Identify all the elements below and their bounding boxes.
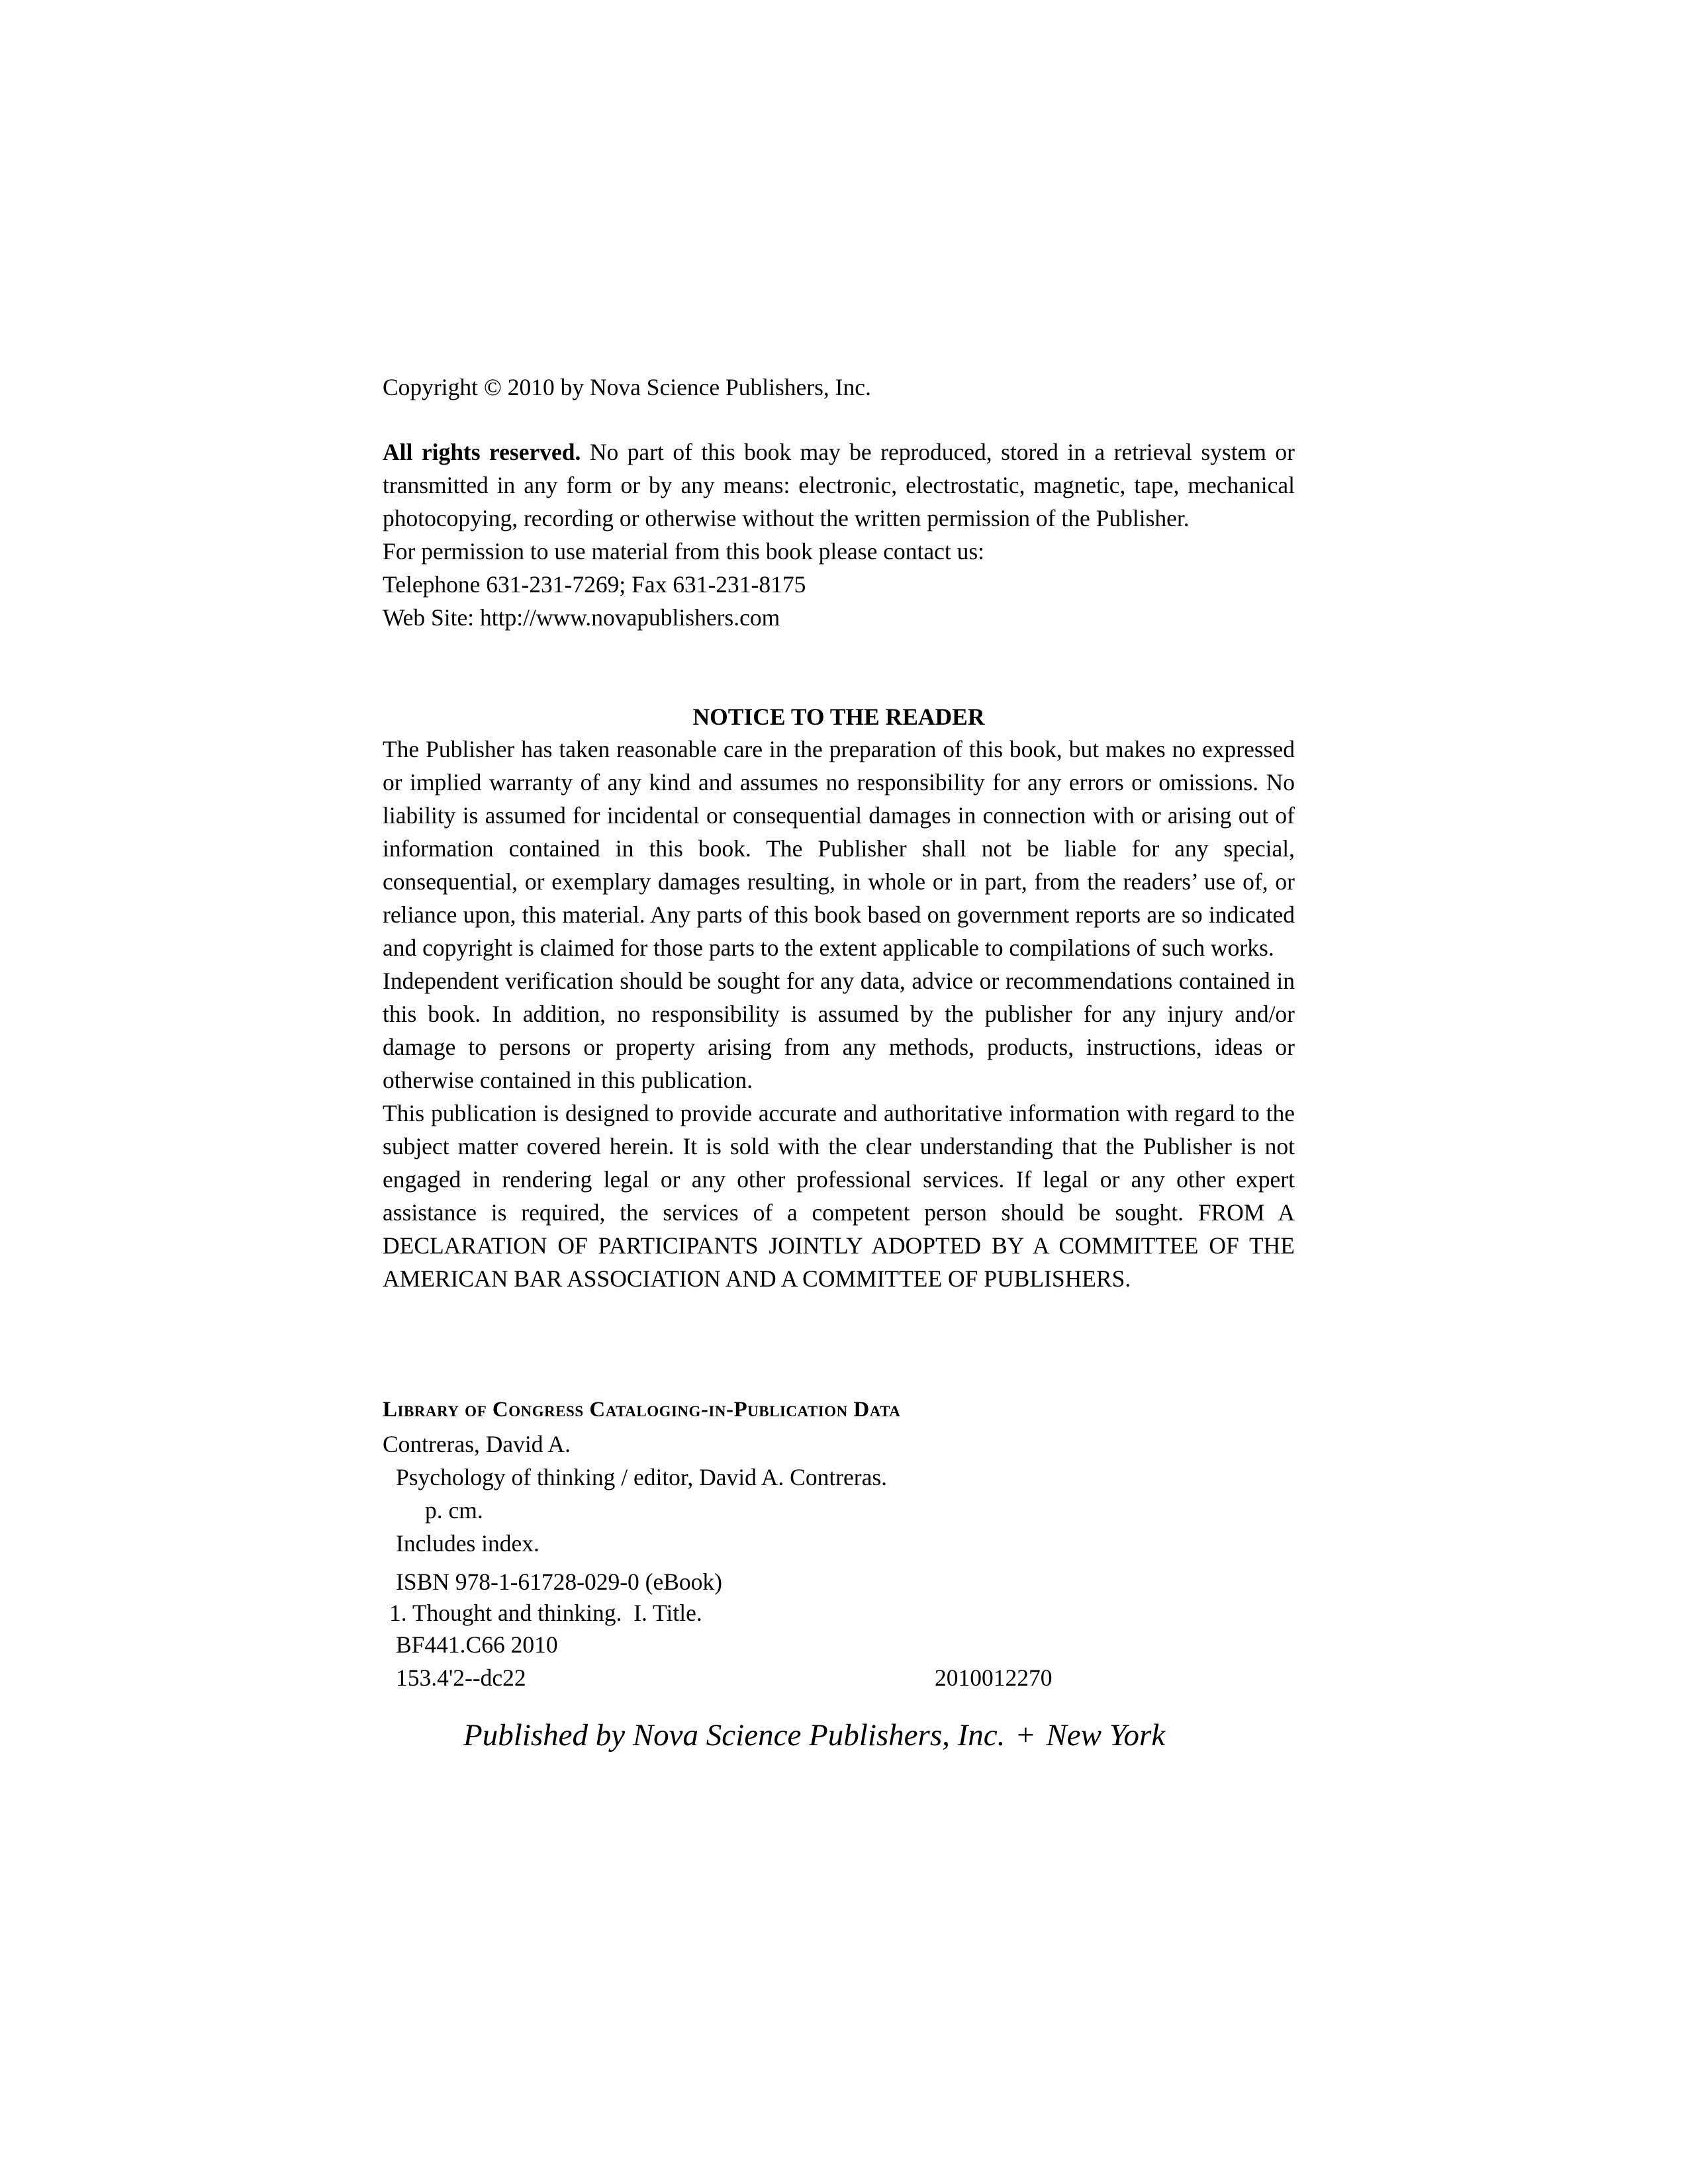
website-line: Web Site: http://www.novapublishers.com	[383, 604, 780, 631]
cip-isbn: ISBN 978-1-61728-029-0 (eBook)	[396, 1569, 722, 1595]
published-text: Published by Nova Science Publishers, Inc.	[463, 1718, 1006, 1752]
rights-paragraph	[383, 435, 1295, 535]
permission-line: For permission to use material from this book please contact us:	[383, 538, 985, 565]
cip-index: Includes index.	[396, 1530, 539, 1557]
cip-subjects: 1. Thought and thinking. I. Title.	[389, 1600, 702, 1626]
cip-title: Psychology of thinking / editor, David A. Contreras.	[396, 1464, 888, 1490]
plus-separator-icon: +	[1017, 1718, 1035, 1752]
rights-text: No part of this book may be reproduced, stored in a retrieval system or transmitted in any form or by any means: electronic, electrostatic, magnetic, tape, mechanical photocopying, recording or otherwise without the written permission of the Publisher.	[383, 439, 1295, 531]
notice-paragraph: The Publisher has taken reasonable care in the preparation of this book, but makes no expressed or implied warranty of any kind and assumes no responsibility for any errors or omissions. No liability is assumed for incidental or consequential damages in connection with or arising out of information contained in this book. The Publisher shall not be liable for any special, consequential, or exemplary damages resulting, in whole or in part, from the readers’ use of, or reliance upon, this material. Any parts of this book based on government reports are so indicated and copyright is claimed for those parts to the extent applicable to compilations of such works.	[383, 736, 1295, 961]
cip-heading: Library of Congress Cataloging-in-Publication Data	[383, 1398, 901, 1422]
telephone-line: Telephone 631-231-7269; Fax 631-231-8175	[383, 571, 806, 598]
notice-section	[383, 733, 1295, 1295]
cip-dewey: 153.4'2--dc22	[396, 1664, 526, 1691]
notice-heading: NOTICE TO THE READER	[692, 704, 985, 730]
cip-pcm: p. cm.	[425, 1497, 483, 1524]
cip-lccn: 2010012270	[935, 1664, 1053, 1691]
published-city: New York	[1046, 1718, 1166, 1752]
notice-paragraph: Independent verification should be sought for any data, advice or recommendations contained in this book. In addition, no responsibility is assumed by the publisher for any injury and/or damage to persons or property arising from any methods, products, instructions, ideas or otherwise contained in this publication.	[383, 968, 1295, 1093]
rights-section	[383, 435, 1295, 634]
cip-call-number: BF441.C66 2010	[396, 1631, 558, 1658]
cip-author: Contreras, David A.	[383, 1431, 571, 1457]
rights-lead: All rights reserved.	[383, 439, 581, 465]
published-by-line	[463, 1715, 1165, 1755]
notice-paragraph: This publication is designed to provide accurate and authoritative information with regard to the subject matter covered herein. It is sold with the clear understanding that the Publisher is not engaged in rendering legal or any other professional services. If legal or any other expert assistance is required, the services of a competent person should be sought. FROM A DECLARATION OF PARTICIPANTS JOINTLY ADOPTED BY A COMMITTEE OF THE AMERICAN BAR ASSOCIATION AND A COMMITTEE OF PUBLISHERS.	[383, 1100, 1295, 1292]
copyright-line: Copyright © 2010 by Nova Science Publishers, Inc.	[383, 374, 871, 400]
